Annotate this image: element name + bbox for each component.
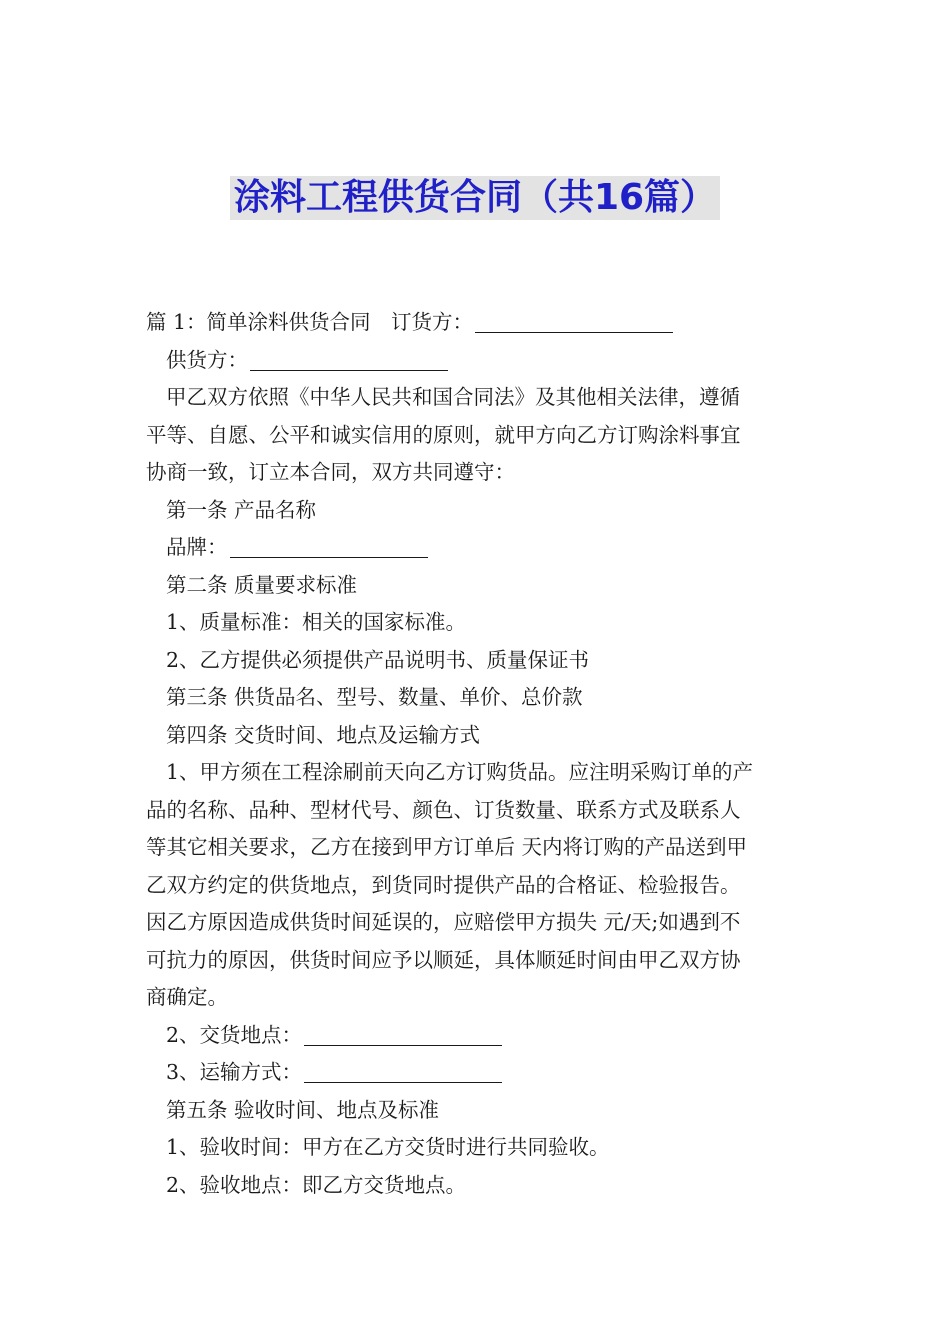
- paragraph-line: [146, 717, 810, 755]
- line-text: 第五条 验收时间、地点及标准: [166, 1097, 440, 1122]
- paragraph-line: [146, 754, 810, 792]
- document-body: [146, 304, 810, 1204]
- line-text: 3、运输方式：: [166, 1060, 303, 1084]
- line-text: 篇 1：简单涂料供货合同 订货方：: [146, 310, 474, 334]
- paragraph-line: [146, 1017, 810, 1055]
- paragraph-line: [146, 567, 810, 605]
- document-title: 涂料工程供货合同（共16篇）: [230, 176, 720, 220]
- line-text: 等其它相关要求，乙方在接到甲方订单后 天内将订购的产品送到甲: [146, 835, 748, 859]
- paragraph-line: [146, 829, 810, 867]
- line-text: 2、乙方提供必须提供产品说明书、质量保证书: [166, 647, 590, 672]
- line-text: 供货方：: [166, 347, 248, 372]
- fill-in-blank: [250, 348, 448, 371]
- paragraph-line: [146, 342, 810, 380]
- line-text: 可抗力的原因，供货时间应予以顺延，具体顺延时间由甲乙双方协: [146, 947, 741, 972]
- paragraph-line: [146, 1054, 810, 1092]
- paragraph-line: [146, 304, 810, 342]
- paragraph-line: [146, 1129, 810, 1167]
- line-text: 1、验收时间：甲方在乙方交货时进行共同验收。: [166, 1135, 610, 1159]
- paragraph-line: [146, 604, 810, 642]
- paragraph-line: [146, 454, 810, 492]
- paragraph-line: [146, 379, 810, 417]
- line-text: 第二条 质量要求标准: [166, 572, 358, 597]
- line-text: 因乙方原因造成供货时间延误的，应赔偿甲方损失 元/天;如遇到不: [146, 910, 741, 934]
- title-wrapper: [0, 176, 950, 220]
- paragraph-line: [146, 679, 810, 717]
- line-text: 协商一致，订立本合同，双方共同遵守：: [146, 460, 515, 484]
- line-text: 品的名称、品种、型材代号、颜色、订货数量、联系方式及联系人: [146, 797, 741, 822]
- fill-in-blank: [304, 1023, 502, 1046]
- paragraph-line: [146, 1092, 810, 1130]
- line-text: 1、质量标准：相关的国家标准。: [166, 610, 467, 634]
- paragraph-line: [146, 529, 810, 567]
- line-text: 商确定。: [146, 985, 228, 1009]
- line-text: 第一条 产品名称: [166, 497, 317, 522]
- paragraph-line: [146, 942, 810, 980]
- paragraph-line: [146, 1167, 810, 1205]
- fill-in-blank: [230, 535, 428, 558]
- paragraph-line: [146, 867, 810, 905]
- paragraph-line: [146, 979, 810, 1017]
- fill-in-blank: [304, 1060, 502, 1083]
- fill-in-blank: [475, 310, 673, 333]
- line-text: 平等、自愿、公平和诚实信用的原则，就甲方向乙方订购涂料事宜: [146, 422, 741, 447]
- paragraph-line: [146, 492, 810, 530]
- line-text: 第四条 交货时间、地点及运输方式: [166, 722, 481, 747]
- paragraph-line: [146, 642, 810, 680]
- line-text: 2、验收地点：即乙方交货地点。: [166, 1172, 467, 1197]
- line-text: 甲乙双方依照《中华人民共和国合同法》及其他相关法律，遵循: [166, 385, 740, 409]
- paragraph-line: [146, 904, 810, 942]
- line-text: 第三条 供货品名、型号、数量、单价、总价款: [166, 685, 583, 709]
- paragraph-line: [146, 417, 810, 455]
- line-text: 1、甲方须在工程涂刷前天向乙方订购货品。应注明采购订单的产: [166, 760, 754, 784]
- paragraph-line: [146, 792, 810, 830]
- line-text: 品牌：: [166, 535, 228, 559]
- line-text: 2、交货地点：: [166, 1022, 303, 1047]
- line-text: 乙双方约定的供货地点，到货同时提供产品的合格证、检验报告。: [146, 872, 741, 897]
